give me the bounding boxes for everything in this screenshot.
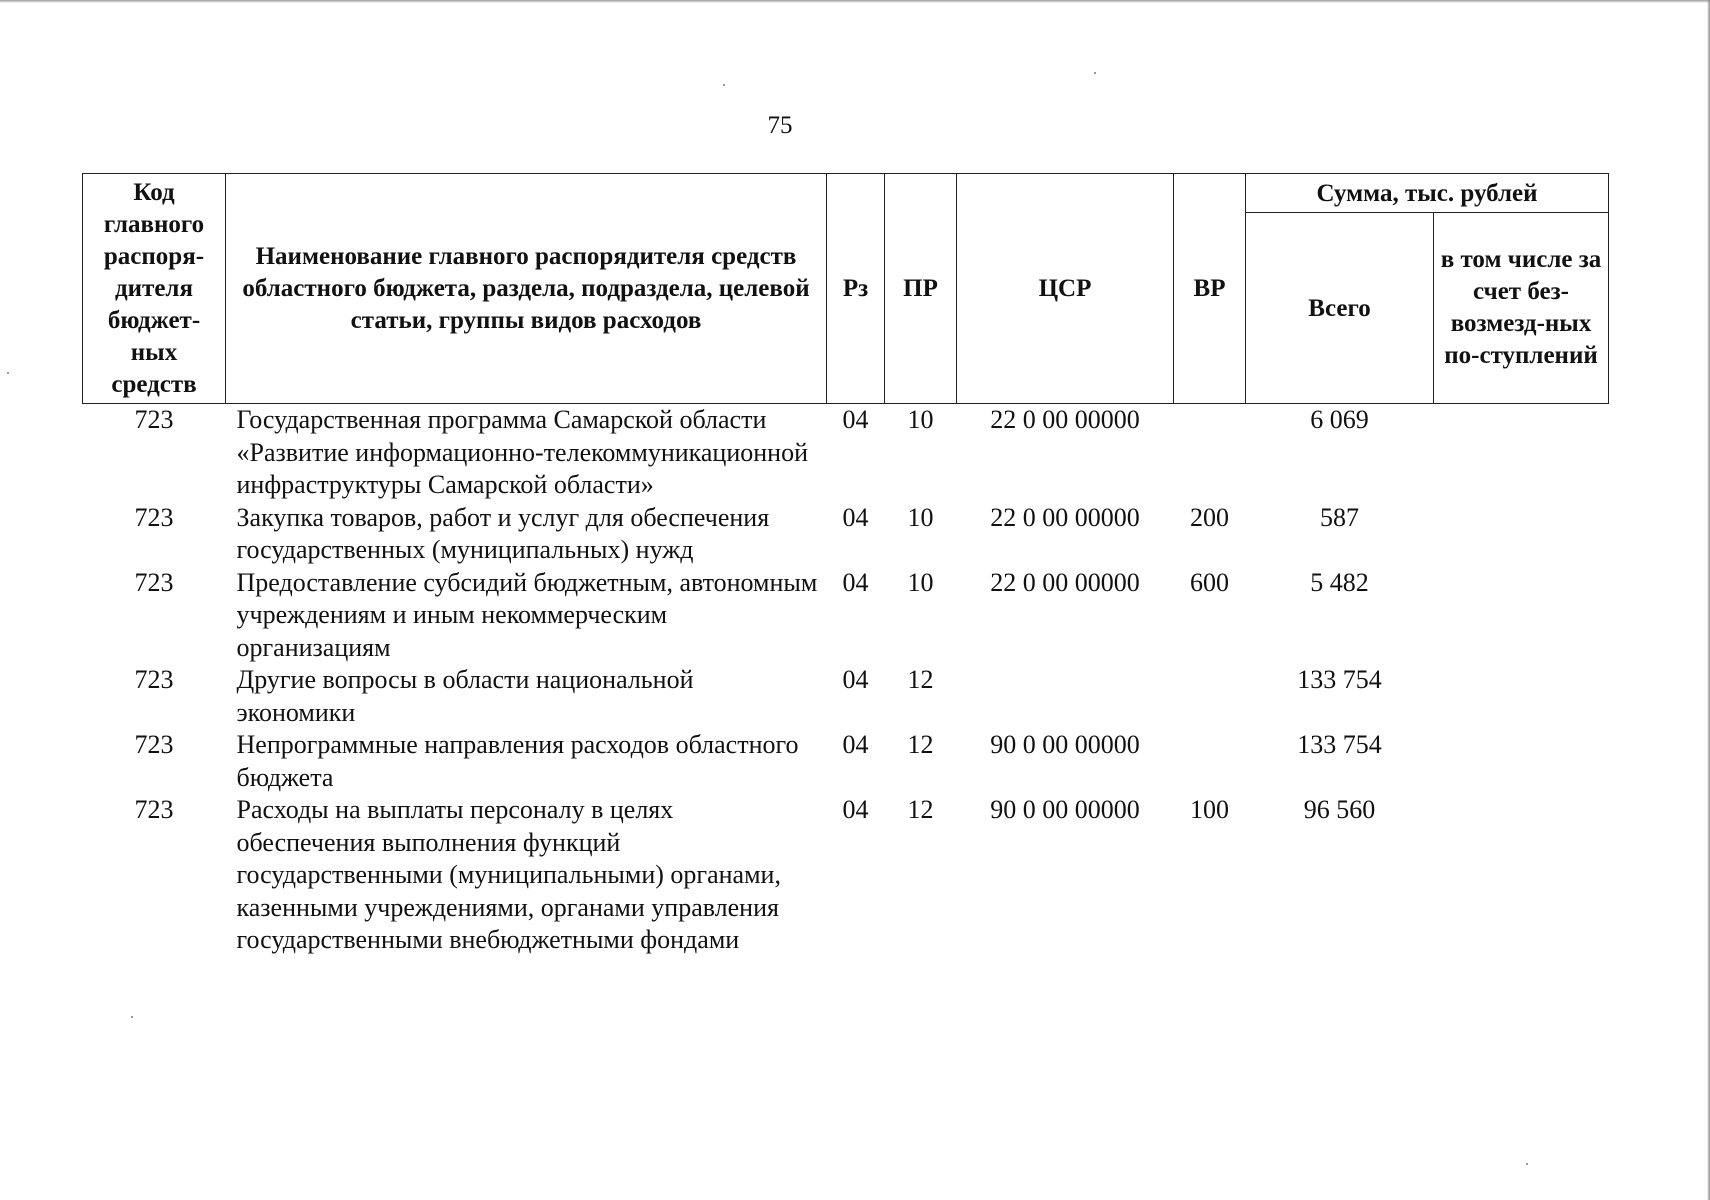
cell-name: Непрограммные направления расходов областного бюджета (236, 730, 799, 792)
cell-csr: 22 0 00 00000 (990, 567, 1140, 597)
cell-name: Закупка товаров, работ и услуг для обеспечения государственных (муниципальных) нужд (236, 502, 770, 564)
table-row (83, 794, 1609, 957)
table-row (83, 567, 1609, 665)
header-code: Код главного распоря-дителя бюджет-ных средств (83, 174, 226, 404)
cell-csr (957, 664, 1174, 729)
table-row (83, 404, 1609, 502)
header-gratuitous: в том числе за счет без-возмезд-ных по-ступлений (1434, 213, 1609, 404)
cell-pr: 12 (907, 665, 934, 694)
cell-code: 723 (134, 502, 174, 532)
table-row (83, 502, 1609, 567)
cell-name: Расходы на выплаты персоналу в целях обеспечения выполнения функций государственными (муниципальными) органами, казенными учреждениями, органами управления государственными внебюджетными фондами (236, 795, 781, 954)
cell-vr (1174, 664, 1246, 729)
cell-code: 723 (134, 405, 174, 434)
cell-pr: 12 (907, 730, 934, 759)
scan-speck (7, 372, 9, 374)
cell-total: 587 (1320, 502, 1359, 532)
cell-rz: 04 (842, 502, 869, 532)
scan-speck (1094, 72, 1096, 74)
cell-gratuitous (1434, 664, 1609, 729)
header-rz: Рз (827, 174, 885, 404)
cell-gratuitous (1434, 567, 1609, 665)
cell-total: 5 482 (1310, 567, 1369, 597)
header-total: Всего (1246, 213, 1434, 404)
cell-rz: 04 (842, 567, 869, 597)
cell-csr: 22 0 00 00000 (990, 502, 1140, 532)
header-csr: ЦСР (957, 174, 1174, 404)
cell-gratuitous (1434, 502, 1609, 567)
table-header (83, 174, 1609, 404)
page-number: 75 (767, 112, 793, 139)
budget-table (82, 173, 1609, 957)
cell-csr: 90 0 00 00000 (990, 795, 1140, 824)
cell-total: 133 754 (1297, 665, 1382, 694)
cell-name: Предоставление субсидий бюджетным, автономным учреждениям и иным некоммерческим организациям (236, 567, 818, 662)
cell-code: 723 (134, 567, 174, 597)
cell-vr: 600 (1190, 567, 1229, 597)
scan-speck (131, 1016, 133, 1018)
cell-vr (1174, 729, 1246, 794)
table-row (83, 729, 1609, 794)
cell-code: 723 (134, 795, 174, 824)
cell-vr: 100 (1190, 795, 1229, 824)
header-vr: ВР (1174, 174, 1246, 404)
table-row (83, 664, 1609, 729)
cell-pr: 10 (907, 405, 934, 434)
cell-gratuitous (1434, 729, 1609, 794)
cell-rz: 04 (842, 405, 869, 434)
header-name: Наименование главного распорядителя средств областного бюджета, раздела, подраздела, целевой статьи, группы видов расходов (226, 174, 827, 404)
header-sum: Сумма, тыс. рублей (1246, 174, 1609, 213)
cell-rz: 04 (842, 665, 869, 694)
cell-gratuitous (1434, 404, 1609, 502)
cell-rz: 04 (842, 730, 869, 759)
cell-vr: 200 (1190, 502, 1229, 532)
cell-csr: 90 0 00 00000 (990, 730, 1140, 759)
scan-edge-top (0, 0, 1710, 3)
scan-speck (1526, 1163, 1528, 1165)
header-pr: ПР (885, 174, 957, 404)
cell-name: Государственная программа Самарской области «Развитие информационно-телекоммуникационной инфраструктуры Самарской области» (236, 405, 809, 499)
cell-pr: 10 (907, 502, 934, 532)
cell-csr: 22 0 00 00000 (990, 405, 1140, 434)
cell-code: 723 (134, 730, 174, 759)
cell-code: 723 (134, 665, 174, 694)
cell-name: Другие вопросы в области национальной экономики (236, 665, 694, 727)
cell-pr: 12 (907, 795, 934, 824)
cell-rz: 04 (842, 795, 869, 824)
table-body (83, 404, 1609, 957)
cell-pr: 10 (907, 567, 934, 597)
cell-vr (1174, 404, 1246, 502)
cell-total: 133 754 (1297, 730, 1382, 759)
scan-speck (723, 84, 725, 86)
cell-gratuitous (1434, 794, 1609, 957)
cell-total: 6 069 (1310, 405, 1369, 434)
cell-total: 96 560 (1303, 795, 1376, 824)
